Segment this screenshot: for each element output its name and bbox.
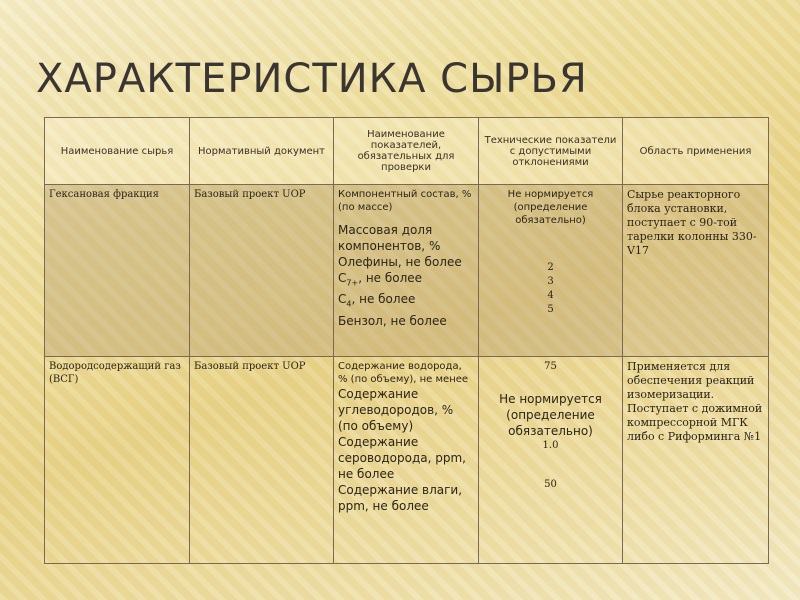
table-row	[45, 185, 769, 357]
cell-indicators	[334, 185, 479, 357]
header-application: Область применения	[623, 118, 769, 185]
cell-normative-doc: Базовый проект UOP	[190, 185, 334, 357]
tech-value-moisture: 50	[544, 479, 557, 490]
cell-normative-doc: Базовый проект UOP	[190, 357, 334, 564]
indicator-c4: $С_4$, не более	[338, 292, 416, 309]
header-normative-doc: Нормативный документ	[190, 118, 334, 185]
tech-value-c7: 3	[547, 276, 554, 287]
indicator-olefins: Олефины, не более	[338, 255, 462, 269]
indicator-moisture: Содержание влаги, ppm, не более	[338, 483, 463, 513]
indicator-h2s: Содержание сероводорода, ppm, не более	[338, 435, 466, 481]
indicator-composition: Компонентный состав, % (по массе)	[338, 189, 472, 213]
indicator-mass-fraction: Массовая доля компонентов, %	[338, 223, 441, 253]
cell-indicators	[334, 357, 479, 564]
raw-material-table	[44, 117, 769, 564]
header-indicators: Наименование показателей, обязательных для проверки	[334, 118, 479, 185]
tech-value-h2s: 1.0	[542, 440, 559, 451]
indicator-hydrocarbons: Содержание углеводородов, % (по объему)	[338, 387, 454, 433]
header-raw-material: Наименование сырья	[45, 118, 190, 185]
table-header-row	[45, 118, 769, 185]
slide-title: ХАРАКТЕРИСТИКА СЫРЬЯ	[36, 56, 588, 102]
cell-tech-values	[479, 357, 623, 564]
tech-value-hydrogen: 75	[544, 361, 557, 372]
tech-note: Не нормируется (определение обязательно)	[507, 189, 594, 226]
cell-tech-values	[479, 185, 623, 357]
indicator-benzene: Бензол, не более	[338, 313, 447, 328]
indicator-hydrogen: Содержание водорода, % (по объему), не менее	[338, 361, 469, 385]
cell-raw-material: Водородсодержащий газ (ВСГ)	[45, 357, 190, 564]
tech-note: Не нормируется (определение обязательно)	[499, 392, 602, 438]
tech-value-c4: 4	[547, 290, 554, 301]
tech-value-olefins: 2	[547, 262, 554, 273]
cell-application: Сырье реакторного блока установки, поступает с 90-той тарелки колонны 330-V17	[623, 185, 769, 357]
indicator-c7: $С_{7+}$, не более	[338, 271, 423, 288]
cell-application: Применяется для обеспечения реакций изомеризации. Поступает с дожимной компрессорной МГК либо с Риформинга №1	[623, 357, 769, 564]
table-row	[45, 357, 769, 564]
tech-value-benzene: 5	[547, 304, 554, 315]
header-tech-values: Технические показатели с допустимыми отклонениями	[479, 118, 623, 185]
cell-raw-material: Гексановая фракция	[45, 185, 190, 357]
